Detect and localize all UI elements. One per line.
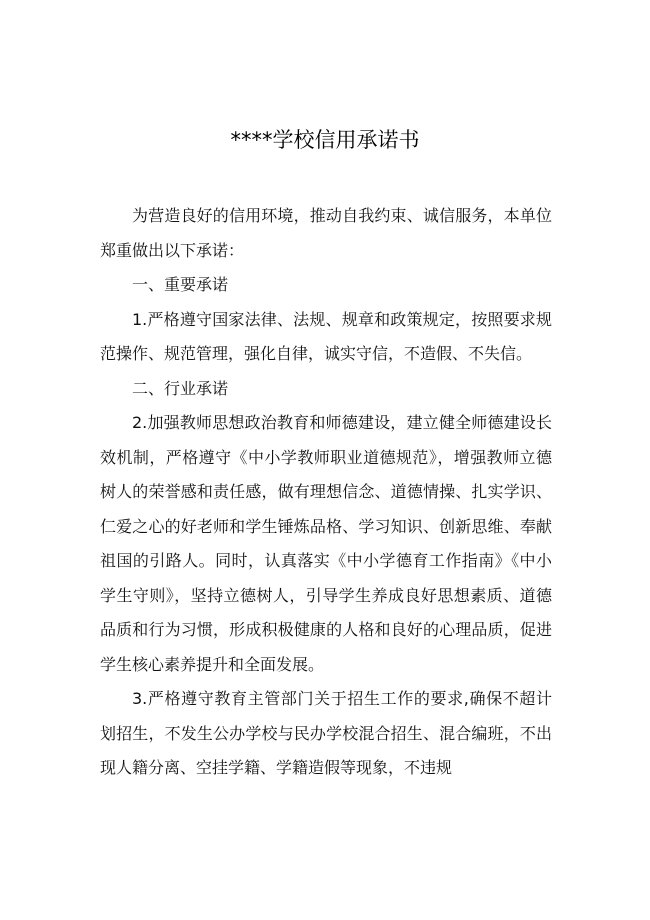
commitment-item-1: 1.严格遵守国家法律、法规、规章和政策规定，按照要求规范操作、规范管理，强化自律，诚实守信，不造假、不失信。 (100, 309, 552, 363)
intro-paragraph: 为营造良好的信用环境，推动自我约束、诚信服务，本单位郑重做出以下承诺： (100, 206, 552, 260)
document-title: ****学校信用承诺书 (230, 128, 420, 152)
section-heading-industry: 二、行业承诺 (132, 378, 229, 398)
commitment-item-3: 3.严格遵守教育主管部门关于招生工作的要求,确保不超计划招生，不发生公办学校与民办学校混合招生、混合编班，不出现人籍分离、空挂学籍、学籍造假等现象，不违规 (100, 689, 552, 777)
section-heading-important: 一、重要承诺 (132, 275, 229, 294)
commitment-item-2: 2.加强教师思想政治教育和师德建设，建立健全师德建设长效机制，严格遵守《中小学教师职业道德规范》，增强教师立德树人的荣誉感和责任感，做有理想信念、道德情操、扎实学识、仁爱之心的好老师和学生锤炼品格、学习知识、创新思维、奉献祖国的引路人。同时，认真落实《中小学德育工作指南》《中小学生守则》，坚持立德树人，引导学生养成良好思想素质、道德品质和行为习惯，形成积极健康的人格和良好的心理品质，促进学生核心素养提升和全面发展。 (100, 413, 552, 674)
document-body (100, 199, 552, 786)
